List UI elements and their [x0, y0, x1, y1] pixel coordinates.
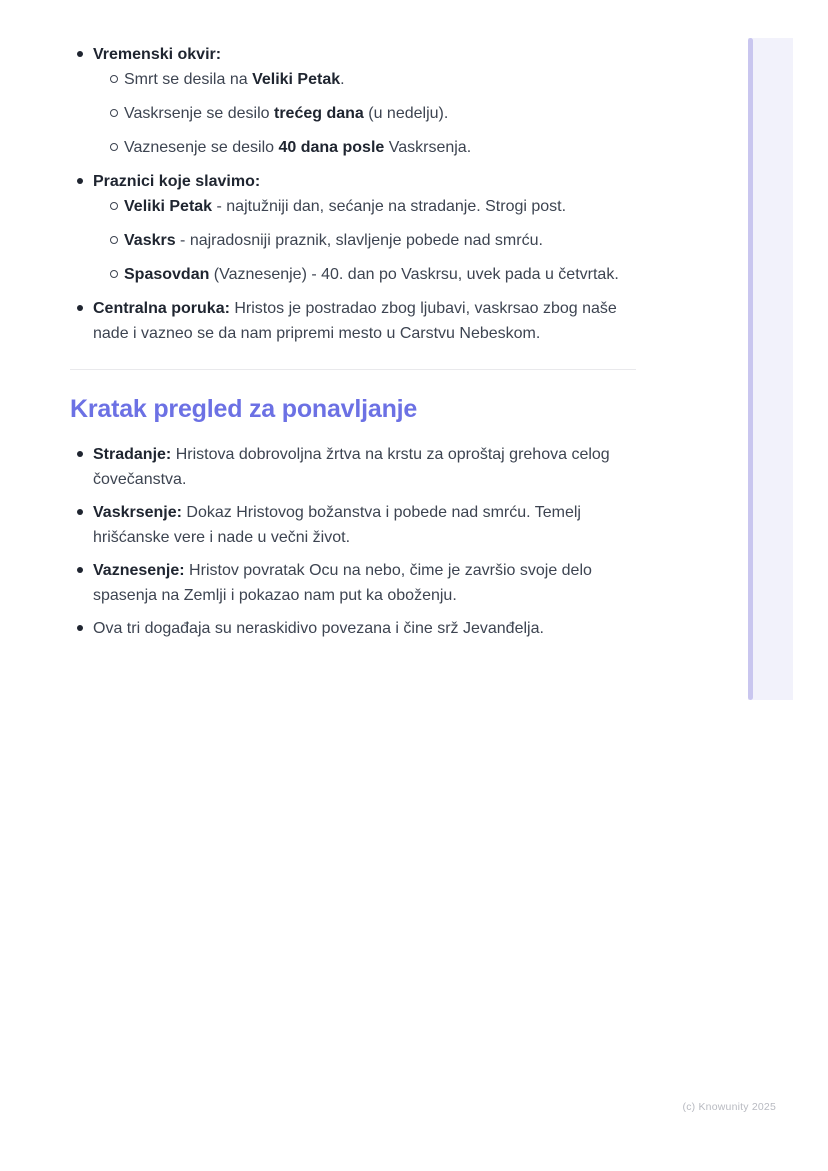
- scrollbar-track[interactable]: [748, 38, 793, 700]
- summary-item: [70, 442, 636, 492]
- sub-bullet-item: [70, 194, 636, 219]
- text-pre: Smrt se desila na: [124, 71, 253, 88]
- text-bold: Veliki Petak: [124, 198, 213, 215]
- text-body: Hristov povratak Ocu na nebo, čime je završio svoje delo spasenja na Zemlji i pokazao nam put ka oboženju.: [93, 562, 592, 604]
- text-bold: Centralna poruka:: [93, 300, 230, 317]
- sub-bullet-text: [124, 262, 636, 287]
- sub-bullet-text: [124, 135, 636, 160]
- sub-bullet-text: [124, 101, 636, 126]
- text-bold: Stradanje:: [93, 446, 172, 463]
- bullet-group-holidays: [70, 169, 636, 287]
- central-message-text: [93, 296, 636, 346]
- sub-bullet-item: [70, 135, 636, 160]
- summary-item: [70, 616, 636, 641]
- section-divider: [70, 369, 636, 370]
- text-bold: Vaskrsenje:: [93, 504, 182, 521]
- text-bold: Vaznesenje:: [93, 562, 185, 579]
- bullet-disc-icon: [77, 567, 83, 573]
- summary-item: [70, 500, 636, 550]
- summary-item-text: [93, 558, 636, 608]
- text-post: Vaskrsenja.: [384, 139, 472, 156]
- bullet-circle-icon: [110, 75, 118, 83]
- scrollbar-thumb[interactable]: [748, 38, 753, 700]
- bullet-circle-icon: [110, 270, 118, 278]
- text-body: Dokaz Hristovog božanstva i pobede nad smrću. Temelj hrišćanske vere i nade u večni život.: [93, 504, 581, 546]
- text-pre: Vaskrsenje se desilo: [124, 105, 274, 122]
- sub-bullet-item: [70, 262, 636, 287]
- bullet-title: Vremenski okvir:: [93, 46, 222, 63]
- copyright-footer: (c) Knowunity 2025: [682, 1101, 776, 1113]
- note-content: [70, 42, 636, 649]
- text-pre: Vaznesenje se desilo: [124, 139, 279, 156]
- bullet-circle-icon: [110, 143, 118, 151]
- summary-item: [70, 558, 636, 608]
- text-post: (u nedelju).: [363, 105, 449, 122]
- text-post: (Vaznesenje) - 40. dan po Vaskrsu, uvek pada u četvrtak.: [209, 266, 619, 283]
- summary-list: [70, 442, 636, 641]
- sub-bullet-item: [70, 67, 636, 92]
- text-post: - najtužniji dan, sećanje na stradanje. Strogi post.: [212, 198, 567, 215]
- bullet-item: [70, 169, 636, 194]
- summary-item-text: [93, 500, 636, 550]
- bullet-disc-icon: [77, 451, 83, 457]
- bullet-circle-icon: [110, 202, 118, 210]
- bullet-disc-icon: [77, 51, 83, 57]
- sub-bullet-item: [70, 101, 636, 126]
- bullet-circle-icon: [110, 236, 118, 244]
- text-post: - najradosniji praznik, slavljenje pobede nad smrću.: [175, 232, 543, 249]
- text-body: Hristos je postradao zbog ljubavi, vaskrsao zbog naše nade i vazneo se da nam pripremi mesto u Carstvu Nebeskom.: [93, 300, 617, 342]
- bullet-circle-icon: [110, 109, 118, 117]
- bullet-item-central-message: [70, 296, 636, 346]
- summary-item-text: [93, 442, 636, 492]
- text-bold: Vaskrs: [124, 232, 176, 249]
- sub-bullet-text: [124, 228, 636, 253]
- text-bold: Veliki Petak: [252, 71, 341, 88]
- sub-bullet-text: [124, 67, 636, 92]
- section-heading: Kratak pregled za ponavljanje: [70, 395, 418, 423]
- bullet-item: [70, 42, 636, 67]
- sub-bullet-text: [124, 194, 636, 219]
- text-bold: trećeg dana: [274, 105, 364, 122]
- bullet-disc-icon: [77, 305, 83, 311]
- text-bold: Spasovdan: [124, 266, 210, 283]
- bullet-disc-icon: [77, 509, 83, 515]
- text-body: Ova tri događaja su neraskidivo povezana i čine srž Jevanđelja.: [93, 620, 544, 637]
- bullet-disc-icon: [77, 625, 83, 631]
- text-body: Hristova dobrovoljna žrtva na krstu za oproštaj grehova celog čovečanstva.: [93, 446, 610, 488]
- bullet-title: Praznici koje slavimo:: [93, 173, 261, 190]
- sub-bullet-item: [70, 228, 636, 253]
- bullet-group-timeline: [70, 42, 636, 160]
- text-post: .: [340, 71, 345, 88]
- bullet-disc-icon: [77, 178, 83, 184]
- summary-item-text: [93, 616, 636, 641]
- text-bold: 40 dana posle: [278, 139, 385, 156]
